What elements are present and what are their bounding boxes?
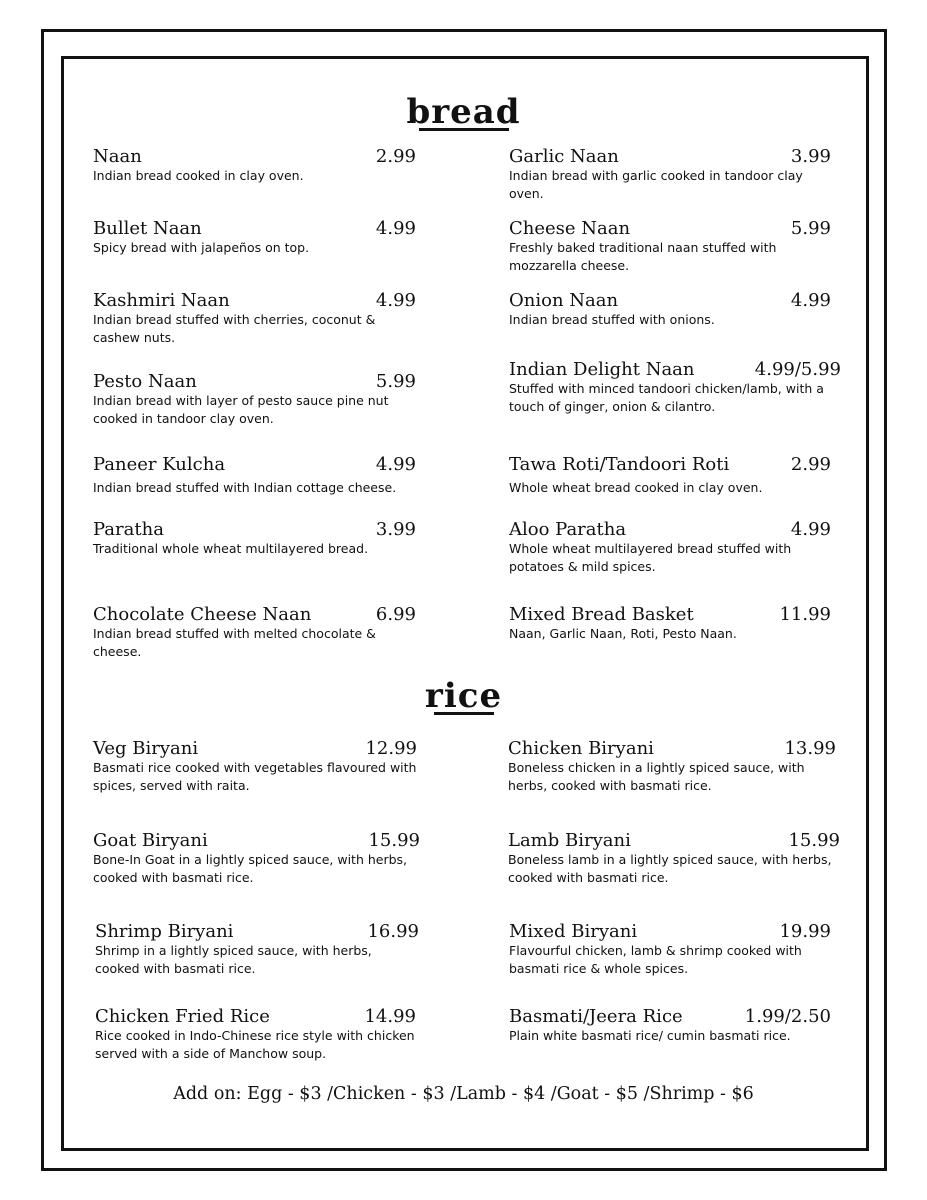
item-name: Bullet Naan [93, 218, 202, 239]
item-description: Boneless lamb in a lightly spiced sauce, with herbs, cooked with basmati rice. [508, 852, 832, 885]
item-name: Chocolate Cheese Naan [93, 604, 312, 625]
item-price: 4.99 [790, 519, 831, 540]
item-price: 5.99 [790, 218, 831, 239]
item-description: Traditional whole wheat multilayered bread. [93, 541, 369, 556]
item-price: 19.99 [779, 921, 831, 942]
item-price: 4.99/5.99 [754, 359, 841, 380]
item-description: Indian bread cooked in clay oven. [93, 168, 304, 183]
item-price: 2.99 [375, 146, 416, 167]
item-price: 4.99 [375, 290, 416, 311]
item-price: 4.99 [790, 290, 831, 311]
item-price: 11.99 [779, 604, 831, 625]
item-price: 3.99 [790, 146, 831, 167]
item-name: Paneer Kulcha [93, 454, 226, 475]
item-price: 1.99/2.50 [744, 1006, 831, 1027]
menu-item-shrimp-biryani [95, 920, 419, 978]
item-description: Flavourful chicken, lamb & shrimp cooked with basmati rice & whole spices. [509, 943, 802, 976]
menu-item-tawa-roti [509, 453, 831, 497]
menu-item-naan [93, 145, 416, 185]
item-name: Chicken Biryani [508, 738, 654, 759]
item-price: 16.99 [367, 921, 419, 942]
item-price: 4.99 [375, 218, 416, 239]
item-description: Bone-In Goat in a lightly spiced sauce, with herbs, cooked with basmati rice. [93, 852, 408, 885]
item-price: 13.99 [784, 738, 836, 759]
item-description: Indian bread with layer of pesto sauce pine nut cooked in tandoor clay oven. [93, 393, 389, 426]
item-price: 14.99 [364, 1006, 416, 1027]
item-name: Mixed Bread Basket [509, 604, 694, 625]
menu-item-lamb-biryani [508, 829, 843, 887]
item-name: Cheese Naan [509, 218, 631, 239]
item-name: Mixed Biryani [509, 921, 638, 942]
menu-item-pesto-naan [93, 370, 416, 428]
menu-item-aloo-paratha [509, 518, 831, 576]
bread-title-text: bread [406, 92, 521, 132]
item-price: 6.99 [375, 604, 416, 625]
menu-item-indian-delight-naan [509, 358, 841, 416]
item-description: Boneless chicken in a lightly spiced sauce, with herbs, cooked with basmati rice. [508, 760, 805, 793]
item-name: Pesto Naan [93, 371, 197, 392]
item-name: Paratha [93, 519, 164, 540]
item-description: Rice cooked in Indo-Chinese rice style with chicken served with a side of Manchow soup. [95, 1028, 415, 1061]
item-name: Onion Naan [509, 290, 619, 311]
menu-item-mixed-bread-basket [509, 603, 831, 643]
menu-item-veg-biryani [93, 737, 417, 795]
menu-item-paratha [93, 518, 416, 558]
item-price: 5.99 [375, 371, 416, 392]
item-name: Garlic Naan [509, 146, 619, 167]
item-name: Indian Delight Naan [509, 359, 695, 380]
item-description: Indian bread stuffed with cherries, coconut & cashew nuts. [93, 312, 376, 345]
menu-item-kashmiri-naan [93, 289, 416, 347]
item-description: Spicy bread with jalapeños on top. [93, 240, 310, 255]
item-name: Goat Biryani [93, 830, 208, 851]
item-price: 15.99 [368, 830, 420, 851]
item-description: Indian bread stuffed with Indian cottage cheese. [93, 480, 397, 495]
item-name: Veg Biryani [93, 738, 199, 759]
item-description: Stuffed with minced tandoori chicken/lamb, with a touch of ginger, onion & cilantro. [509, 381, 824, 414]
item-description: Naan, Garlic Naan, Roti, Pesto Naan. [509, 626, 737, 641]
item-description: Freshly baked traditional naan stuffed with mozzarella cheese. [509, 240, 777, 273]
add-on-line: Add on: Egg - $3 /Chicken - $3 /Lamb - $4 /Goat - $5 /Shrimp - $6 [173, 1084, 754, 1104]
bread-section-title [0, 92, 927, 131]
item-name: Tawa Roti/Tandoori Roti [509, 454, 730, 475]
item-name: Aloo Paratha [509, 519, 627, 540]
menu-item-cheese-naan [509, 217, 831, 275]
item-description: Shrimp in a lightly spiced sauce, with herbs, cooked with basmati rice. [95, 943, 372, 976]
item-name: Lamb Biryani [508, 830, 631, 851]
item-price: 12.99 [365, 738, 417, 759]
menu-item-bullet-naan [93, 217, 416, 257]
rice-title-text: rice [424, 676, 503, 716]
menu-item-onion-naan [509, 289, 831, 329]
menu-item-paneer-kulcha [93, 453, 416, 497]
item-description: Plain white basmati rice/ cumin basmati rice. [509, 1028, 791, 1043]
menu-item-goat-biryani [93, 829, 420, 887]
item-name: Kashmiri Naan [93, 290, 230, 311]
item-price: 2.99 [790, 454, 831, 475]
item-description: Indian bread with garlic cooked in tandoor clay oven. [509, 168, 803, 201]
item-name: Basmati/Jeera Rice [509, 1006, 683, 1027]
menu-item-chicken-biryani [508, 737, 836, 795]
item-description: Whole wheat bread cooked in clay oven. [509, 480, 763, 495]
menu-item-garlic-naan [509, 145, 831, 203]
item-name: Shrimp Biryani [95, 921, 234, 942]
item-price: 3.99 [375, 519, 416, 540]
item-description: Basmati rice cooked with vegetables flavoured with spices, served with raita. [93, 760, 417, 793]
item-description: Indian bread stuffed with melted chocolate & cheese. [93, 626, 376, 659]
item-description: Whole wheat multilayered bread stuffed with potatoes & mild spices. [509, 541, 792, 574]
menu-item-chicken-fried-rice [95, 1005, 416, 1063]
menu-item-mixed-biryani [509, 920, 831, 978]
rice-section-title [0, 676, 927, 715]
item-price: 4.99 [375, 454, 416, 475]
item-price: 15.99 [788, 830, 840, 851]
menu-item-chocolate-cheese-naan [93, 603, 416, 661]
menu-item-basmati-jeera-rice [509, 1005, 831, 1045]
item-name: Naan [93, 146, 142, 167]
item-name: Chicken Fried Rice [95, 1006, 270, 1027]
item-description: Indian bread stuffed with onions. [509, 312, 715, 327]
